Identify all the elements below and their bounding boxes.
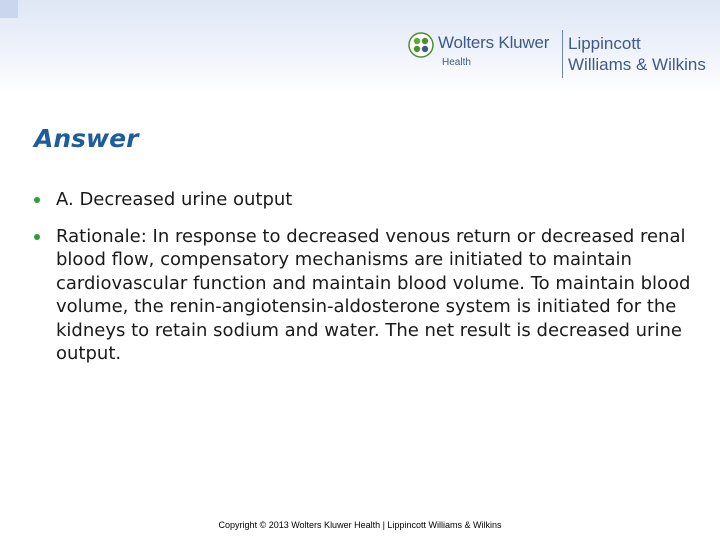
logo-divider bbox=[562, 30, 563, 78]
bullet-rationale bbox=[34, 225, 694, 366]
bullet-dot-icon bbox=[34, 234, 40, 240]
slide-title: Answer bbox=[34, 124, 139, 153]
logo-company-name: Wolters Kluwer bbox=[438, 33, 550, 52]
corner-decoration bbox=[0, 0, 18, 18]
publisher-logo bbox=[408, 30, 718, 80]
bullet-rationale-text: Rationale: In response to decreased venous return or decreased renal blood flow, compensatory mechanisms are initiated to maintain cardiovascular function and maintain blood volume. To maintain blood volume, the renin-angiotensin-aldosterone system is initiated for the kidneys to retain sodium and water. The net result is decreased urine output. bbox=[56, 225, 691, 364]
logo-imprint-line1: Lippincott bbox=[568, 34, 641, 53]
logo-imprint bbox=[568, 33, 706, 75]
logo-division: Health bbox=[442, 57, 471, 68]
copyright-footer: Copyright © 2013 Wolters Kluwer Health | Lippincott Williams & Wilkins bbox=[218, 520, 502, 530]
bullet-answer-text: A. Decreased urine output bbox=[56, 189, 293, 210]
wolters-kluwer-logo-icon bbox=[408, 32, 434, 58]
logo-imprint-line2: Williams & Wilkins bbox=[568, 55, 706, 74]
bullet-dot-icon bbox=[34, 197, 40, 203]
bullet-answer bbox=[34, 188, 694, 212]
bullet-list bbox=[34, 188, 694, 379]
